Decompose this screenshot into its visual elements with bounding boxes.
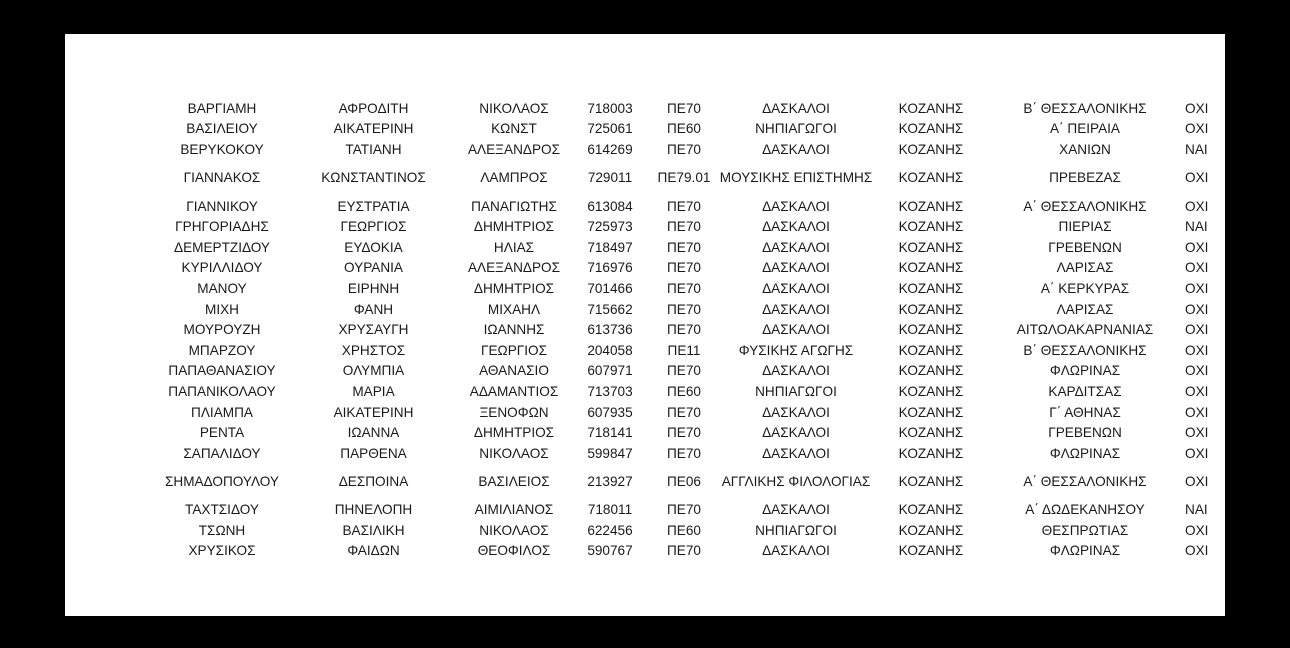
- table-row: [158, 422, 1206, 443]
- flag-cell: ΟΧΙ: [1185, 363, 1209, 379]
- destination-region-cell: ΦΛΩΡΙΝΑΣ: [1049, 445, 1121, 461]
- surname-cell: ΣΑΠΑΛΙΔΟΥ: [183, 445, 261, 461]
- destination-region-cell: ΓΡΕΒΕΝΩΝ: [1048, 239, 1122, 255]
- specialty-code-cell: ΠΕ70: [666, 280, 701, 296]
- surname-cell: ΒΕΡΥΚΟΚΟΥ: [180, 141, 264, 157]
- table-row: [158, 160, 1206, 196]
- father-name-cell: ΔΗΜΗΤΡΙΟΣ: [473, 219, 555, 235]
- specialty-code-cell: ΠΕ70: [666, 219, 701, 235]
- surname-cell: ΒΑΡΓΙΑΜΗ: [187, 100, 257, 116]
- father-name-cell: ΘΕΟΦΙΛΟΣ: [477, 543, 551, 559]
- surname-cell: ΣΗΜΑΔΟΠΟΥΛΟΥ: [165, 474, 279, 489]
- table-row: [158, 216, 1206, 237]
- destination-region-cell: ΧΑΝΙΩΝ: [1059, 141, 1111, 157]
- origin-region-cell: ΚΟΖΑΝΗΣ: [898, 474, 964, 489]
- specialty-code-cell: ΠΕ70: [666, 141, 701, 157]
- document-page: [65, 34, 1225, 616]
- first-name-cell: ΧΡΥΣΑΥΓΗ: [338, 322, 409, 338]
- father-name-cell: ΒΑΣΙΛΕΙΟΣ: [478, 474, 550, 489]
- surname-cell: ΒΑΣΙΛΕΙΟΥ: [186, 121, 258, 137]
- flag-cell: ΟΧΙ: [1185, 170, 1209, 186]
- specialty-name-cell: ΔΑΣΚΑΛΟΙ: [762, 363, 830, 379]
- registry-number-cell: 716976: [587, 260, 633, 276]
- origin-region-cell: ΚΟΖΑΝΗΣ: [898, 100, 964, 116]
- destination-region-cell: ΓΡΕΒΕΝΩΝ: [1048, 425, 1122, 441]
- flag-cell: ΟΧΙ: [1185, 425, 1209, 441]
- origin-region-cell: ΚΟΖΑΝΗΣ: [898, 543, 964, 559]
- flag-cell: ΟΧΙ: [1185, 404, 1209, 420]
- origin-region-cell: ΚΟΖΑΝΗΣ: [898, 522, 964, 538]
- table-row: [158, 361, 1206, 382]
- registry-number-cell: 718497: [587, 239, 633, 255]
- specialty-code-cell: ΠΕ70: [666, 198, 701, 214]
- specialty-code-cell: ΠΕ70: [666, 502, 701, 518]
- flag-cell: ΟΧΙ: [1185, 280, 1209, 296]
- table-row: [158, 520, 1206, 541]
- flag-cell: ΝΑΙ: [1185, 141, 1208, 157]
- surname-cell: ΠΑΠΑΝΙΚΟΛΑΟΥ: [168, 383, 276, 399]
- surname-cell: ΠΑΠΑΘΑΝΑΣΙΟΥ: [168, 363, 276, 379]
- surname-cell: ΜΙΧΗ: [205, 301, 239, 317]
- flag-cell: ΟΧΙ: [1185, 522, 1209, 538]
- origin-region-cell: ΚΟΖΑΝΗΣ: [898, 239, 964, 255]
- table-row: [158, 258, 1206, 279]
- table-row: [158, 340, 1206, 361]
- father-name-cell: ΛΑΜΠΡΟΣ: [480, 170, 548, 186]
- father-name-cell: ΑΛΕΞΑΝΔΡΟΣ: [467, 141, 561, 157]
- destination-region-cell: Α΄ ΔΩΔΕΚΑΝΗΣΟΥ: [1025, 502, 1145, 518]
- flag-cell: ΟΧΙ: [1185, 322, 1209, 338]
- father-name-cell: ΗΛΙΑΣ: [493, 239, 535, 255]
- destination-region-cell: Β΄ ΘΕΣΣΑΛΟΝΙΚΗΣ: [1023, 342, 1147, 358]
- surname-cell: ΓΡΗΓΟΡΙΑΔΗΣ: [175, 219, 269, 235]
- father-name-cell: ΝΙΚΟΛΑΟΣ: [479, 522, 549, 538]
- specialty-name-cell: ΜΟΥΣΙΚΗΣ ΕΠΙΣΤΗΜΗΣ: [719, 170, 873, 186]
- first-name-cell: ΦΑΝΗ: [353, 301, 394, 317]
- destination-region-cell: ΦΛΩΡΙΝΑΣ: [1049, 543, 1121, 559]
- specialty-code-cell: ΠΕ11: [667, 342, 701, 358]
- surname-cell: ΚΥΡΙΛΛΙΔΟΥ: [181, 260, 263, 276]
- destination-region-cell: ΠΡΕΒΕΖΑΣ: [1049, 170, 1121, 186]
- table-row: [158, 402, 1206, 423]
- first-name-cell: ΕΥΣΤΡΑΤΙΑ: [337, 198, 410, 214]
- registry-number-cell: 614269: [587, 141, 633, 157]
- destination-region-cell: ΑΙΤΩΛΟΑΚΑΡΝΑΝΙΑΣ: [1016, 322, 1154, 338]
- first-name-cell: ΟΛΥΜΠΙΑ: [342, 363, 405, 379]
- origin-region-cell: ΚΟΖΑΝΗΣ: [898, 425, 964, 441]
- origin-region-cell: ΚΟΖΑΝΗΣ: [898, 404, 964, 420]
- specialty-code-cell: ΠΕ70: [666, 239, 701, 255]
- specialty-code-cell: ΠΕ60: [666, 121, 701, 137]
- specialty-name-cell: ΔΑΣΚΑΛΟΙ: [762, 219, 830, 235]
- first-name-cell: ΑΙΚΑΤΕΡΙΝΗ: [333, 121, 414, 137]
- origin-region-cell: ΚΟΖΑΝΗΣ: [898, 502, 964, 518]
- registry-number-cell: 718141: [587, 425, 633, 441]
- table-row: [158, 319, 1206, 340]
- flag-cell: ΟΧΙ: [1185, 342, 1209, 358]
- father-name-cell: ΑΛΕΞΑΝΔΡΟΣ: [467, 260, 561, 276]
- table-row: [158, 237, 1206, 258]
- registry-number-cell: 725061: [587, 121, 633, 137]
- origin-region-cell: ΚΟΖΑΝΗΣ: [898, 280, 964, 296]
- surname-cell: ΤΑΧΤΣΙΔΟΥ: [185, 502, 259, 518]
- registry-number-cell: 622456: [587, 522, 633, 538]
- father-name-cell: ΔΗΜΗΤΡΙΟΣ: [473, 425, 555, 441]
- destination-region-cell: ΠΙΕΡΙΑΣ: [1058, 219, 1112, 235]
- specialty-name-cell: ΔΑΣΚΑΛΟΙ: [762, 543, 830, 559]
- flag-cell: ΟΧΙ: [1185, 301, 1209, 317]
- specialty-name-cell: ΔΑΣΚΑΛΟΙ: [762, 322, 830, 338]
- flag-cell: ΟΧΙ: [1185, 100, 1209, 116]
- father-name-cell: ΑΘΑΝΑΣΙΟ: [479, 363, 549, 379]
- flag-cell: ΟΧΙ: [1185, 198, 1209, 214]
- specialty-name-cell: ΔΑΣΚΑΛΟΙ: [762, 404, 830, 420]
- origin-region-cell: ΚΟΖΑΝΗΣ: [898, 363, 964, 379]
- destination-region-cell: ΘΕΣΠΡΩΤΙΑΣ: [1041, 522, 1129, 538]
- first-name-cell: ΒΑΣΙΛΙΚΗ: [342, 522, 405, 538]
- specialty-name-cell: ΔΑΣΚΑΛΟΙ: [762, 502, 830, 518]
- specialty-name-cell: ΔΑΣΚΑΛΟΙ: [762, 141, 830, 157]
- father-name-cell: ΝΙΚΟΛΑΟΣ: [479, 100, 549, 116]
- registry-number-cell: 590767: [587, 543, 633, 559]
- specialty-name-cell: ΔΑΣΚΑΛΟΙ: [762, 100, 830, 116]
- specialty-name-cell: ΔΑΣΚΑΛΟΙ: [762, 198, 830, 214]
- flag-cell: ΝΑΙ: [1185, 502, 1208, 518]
- first-name-cell: ΜΑΡΙΑ: [352, 383, 395, 399]
- teacher-roster-table: [158, 98, 1209, 561]
- father-name-cell: ΑΙΜΙΛΙΑΝΟΣ: [474, 502, 554, 518]
- specialty-name-cell: ΔΑΣΚΑΛΟΙ: [762, 260, 830, 276]
- father-name-cell: ΙΩΑΝΝΗΣ: [483, 322, 545, 338]
- table-row: [158, 139, 1206, 160]
- specialty-code-cell: ΠΕ06: [666, 474, 701, 489]
- specialty-code-cell: ΠΕ70: [666, 260, 701, 276]
- specialty-name-cell: ΔΑΣΚΑΛΟΙ: [762, 445, 830, 461]
- registry-number-cell: 718003: [587, 100, 633, 116]
- specialty-name-cell: ΔΑΣΚΑΛΟΙ: [762, 239, 830, 255]
- first-name-cell: ΔΕΣΠΟΙΝΑ: [338, 474, 409, 489]
- first-name-cell: ΕΙΡΗΝΗ: [347, 280, 400, 296]
- registry-number-cell: 701466: [587, 280, 633, 296]
- specialty-name-cell: ΦΥΣΙΚΗΣ ΑΓΩΓΗΣ: [738, 342, 854, 358]
- origin-region-cell: ΚΟΖΑΝΗΣ: [898, 301, 964, 317]
- registry-number-cell: 725973: [587, 219, 633, 235]
- father-name-cell: ΑΔΑΜΑΝΤΙΟΣ: [469, 383, 559, 399]
- table-row: [158, 443, 1206, 464]
- destination-region-cell: Α΄ ΚΕΡΚΥΡΑΣ: [1040, 280, 1130, 296]
- origin-region-cell: ΚΟΖΑΝΗΣ: [898, 383, 964, 399]
- specialty-name-cell: ΝΗΠΙΑΓΩΓΟΙ: [755, 121, 837, 137]
- specialty-name-cell: ΝΗΠΙΑΓΩΓΟΙ: [755, 522, 837, 538]
- father-name-cell: ΜΙΧΑΗΛ: [487, 301, 541, 317]
- registry-number-cell: 204058: [587, 342, 633, 358]
- destination-region-cell: ΚΑΡΔΙΤΣΑΣ: [1048, 383, 1122, 399]
- specialty-name-cell: ΑΓΓΛΙΚΗΣ ΦΙΛΟΛΟΓΙΑΣ: [721, 474, 871, 489]
- surname-cell: ΔΕΜΕΡΤΖΙΔΟΥ: [174, 239, 270, 255]
- first-name-cell: ΚΩΝΣΤΑΝΤΙΝΟΣ: [321, 170, 426, 186]
- specialty-code-cell: ΠΕ70: [666, 322, 701, 338]
- specialty-name-cell: ΔΑΣΚΑΛΟΙ: [762, 425, 830, 441]
- specialty-code-cell: ΠΕ70: [666, 425, 701, 441]
- flag-cell: ΟΧΙ: [1185, 474, 1209, 489]
- registry-number-cell: 599847: [587, 445, 633, 461]
- specialty-name-cell: ΝΗΠΙΑΓΩΓΟΙ: [755, 383, 837, 399]
- registry-number-cell: 607971: [587, 363, 633, 379]
- first-name-cell: ΠΑΡΘΕΝΑ: [340, 445, 407, 461]
- destination-region-cell: ΛΑΡΙΣΑΣ: [1056, 260, 1114, 276]
- first-name-cell: ΠΗΝΕΛΟΠΗ: [334, 502, 413, 518]
- flag-cell: ΟΧΙ: [1185, 121, 1209, 137]
- table-row: [158, 196, 1206, 217]
- table-row: [158, 278, 1206, 299]
- destination-region-cell: Γ΄ ΑΘΗΝΑΣ: [1049, 404, 1121, 420]
- surname-cell: ΤΣΩΝΗ: [198, 522, 246, 538]
- specialty-code-cell: ΠΕ70: [666, 100, 701, 116]
- registry-number-cell: 607935: [587, 404, 633, 420]
- flag-cell: ΟΧΙ: [1185, 383, 1209, 399]
- flag-cell: ΟΧΙ: [1185, 260, 1209, 276]
- destination-region-cell: ΦΛΩΡΙΝΑΣ: [1049, 363, 1121, 379]
- origin-region-cell: ΚΟΖΑΝΗΣ: [898, 170, 964, 186]
- specialty-code-cell: ΠΕ60: [666, 522, 701, 538]
- origin-region-cell: ΚΟΖΑΝΗΣ: [898, 141, 964, 157]
- surname-cell: ΡΕΝΤΑ: [199, 425, 245, 441]
- destination-region-cell: ΛΑΡΙΣΑΣ: [1056, 301, 1114, 317]
- father-name-cell: ΞΕΝΟΦΩΝ: [479, 404, 549, 420]
- first-name-cell: ΟΥΡΑΝΙΑ: [344, 260, 403, 276]
- specialty-code-cell: ΠΕ70: [666, 445, 701, 461]
- father-name-cell: ΔΗΜΗΤΡΙΟΣ: [473, 280, 555, 296]
- flag-cell: ΟΧΙ: [1185, 239, 1209, 255]
- father-name-cell: ΚΩΝΣΤ: [491, 121, 537, 137]
- specialty-code-cell: ΠΕ70: [666, 404, 701, 420]
- table-row: [158, 381, 1206, 402]
- table-body: [158, 98, 1209, 561]
- registry-number-cell: 613084: [587, 198, 633, 214]
- specialty-code-cell: ΠΕ70: [666, 363, 701, 379]
- specialty-name-cell: ΔΑΣΚΑΛΟΙ: [762, 301, 830, 317]
- destination-region-cell: Β΄ ΘΕΣΣΑΛΟΝΙΚΗΣ: [1023, 100, 1147, 116]
- origin-region-cell: ΚΟΖΑΝΗΣ: [898, 342, 964, 358]
- surname-cell: ΓΙΑΝΝΑΚΟΣ: [183, 170, 261, 186]
- first-name-cell: ΧΡΗΣΤΟΣ: [341, 342, 406, 358]
- table-row: [158, 98, 1206, 119]
- father-name-cell: ΝΙΚΟΛΑΟΣ: [479, 445, 549, 461]
- table-row: [158, 299, 1206, 320]
- father-name-cell: ΓΕΩΡΓΙΟΣ: [480, 342, 548, 358]
- first-name-cell: ΑΙΚΑΤΕΡΙΝΗ: [333, 404, 414, 420]
- father-name-cell: ΠΑΝΑΓΙΩΤΗΣ: [471, 198, 557, 214]
- registry-number-cell: 613736: [587, 322, 633, 338]
- registry-number-cell: 718011: [587, 502, 633, 518]
- flag-cell: ΟΧΙ: [1185, 445, 1209, 461]
- flag-cell: ΟΧΙ: [1185, 543, 1209, 559]
- first-name-cell: ΙΩΑΝΝΑ: [347, 425, 400, 441]
- table-row: [158, 119, 1206, 140]
- table-row: [158, 541, 1206, 562]
- origin-region-cell: ΚΟΖΑΝΗΣ: [898, 121, 964, 137]
- registry-number-cell: 715662: [587, 301, 633, 317]
- flag-cell: ΝΑΙ: [1185, 219, 1208, 235]
- origin-region-cell: ΚΟΖΑΝΗΣ: [898, 322, 964, 338]
- specialty-name-cell: ΔΑΣΚΑΛΟΙ: [762, 280, 830, 296]
- origin-region-cell: ΚΟΖΑΝΗΣ: [898, 198, 964, 214]
- registry-number-cell: 729011: [587, 170, 633, 186]
- specialty-code-cell: ΠΕ60: [666, 383, 701, 399]
- origin-region-cell: ΚΟΖΑΝΗΣ: [898, 260, 964, 276]
- first-name-cell: ΦΑΙΔΩΝ: [347, 543, 400, 559]
- first-name-cell: ΑΦΡΟΔΙΤΗ: [338, 100, 409, 116]
- specialty-code-cell: ΠΕ79.01: [657, 170, 711, 186]
- surname-cell: ΜΟΥΡΟΥΖΗ: [183, 322, 261, 338]
- first-name-cell: ΕΥΔΟΚΙΑ: [344, 239, 403, 255]
- specialty-code-cell: ΠΕ70: [666, 301, 701, 317]
- destination-region-cell: Α΄ ΠΕΙΡΑΙΑ: [1050, 121, 1120, 137]
- first-name-cell: ΤΑΤΙΑΝΗ: [345, 141, 402, 157]
- origin-region-cell: ΚΟΖΑΝΗΣ: [898, 219, 964, 235]
- table-row: [158, 500, 1206, 521]
- first-name-cell: ΓΕΩΡΓΙΟΣ: [340, 219, 407, 235]
- destination-region-cell: Α΄ ΘΕΣΣΑΛΟΝΙΚΗΣ: [1023, 198, 1147, 214]
- origin-region-cell: ΚΟΖΑΝΗΣ: [898, 445, 964, 461]
- surname-cell: ΠΛΙΑΜΠΑ: [191, 404, 253, 420]
- surname-cell: ΜΠΑΡΖΟΥ: [188, 342, 256, 358]
- destination-region-cell: Α΄ ΘΕΣΣΑΛΟΝΙΚΗΣ: [1023, 474, 1147, 489]
- registry-number-cell: 213927: [587, 474, 633, 489]
- surname-cell: ΧΡΥΣΙΚΟΣ: [188, 543, 256, 559]
- table-row: [158, 464, 1206, 500]
- surname-cell: ΓΙΑΝΝΙΚΟΥ: [186, 198, 258, 214]
- specialty-code-cell: ΠΕ70: [666, 543, 701, 559]
- registry-number-cell: 713703: [587, 383, 633, 399]
- surname-cell: ΜΑΝΟΥ: [197, 280, 247, 296]
